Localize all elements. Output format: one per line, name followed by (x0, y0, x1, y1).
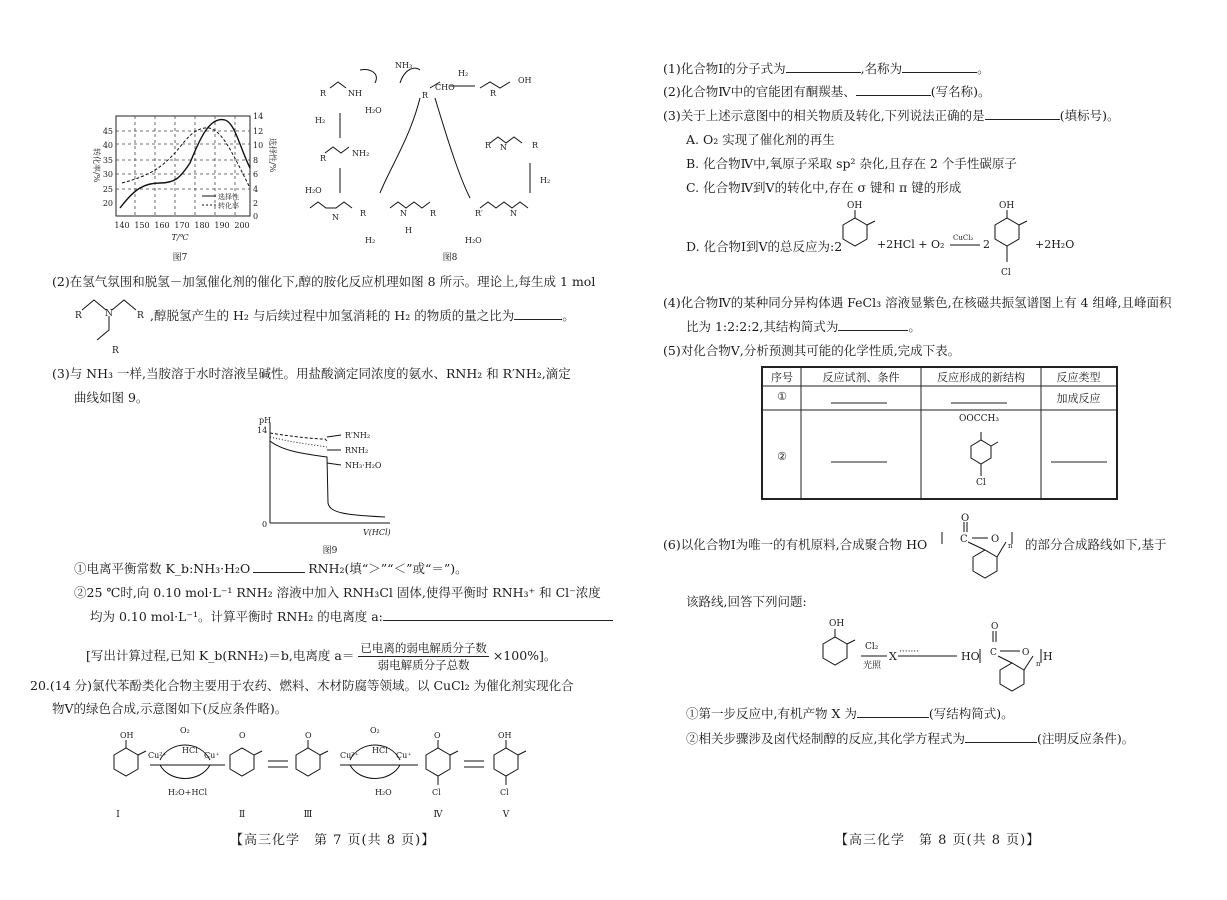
svg-text:20: 20 (102, 199, 113, 208)
svg-text:8: 8 (253, 156, 259, 165)
figure-9-titration (255, 413, 415, 558)
svg-text:C: C (960, 534, 968, 545)
svg-text:H₂O: H₂O (305, 186, 322, 195)
svg-text:H₂: H₂ (365, 236, 376, 245)
table-grid (763, 368, 1116, 498)
svg-text:Cu²⁺: Cu²⁺ (340, 751, 359, 760)
answer-blank-equation[interactable] (965, 730, 1037, 743)
svg-text:2: 2 (983, 238, 990, 251)
legend (202, 192, 239, 210)
q3-sub2-line1: ②25 ℃时,向 0.10 mol·L⁻¹ RNH₂ 溶液中加入 RNH₃Cl 固体,使得平衡时 RNH₃⁺ 和 Cl⁻浓度 (74, 585, 601, 600)
curve-rnh2 (270, 437, 327, 447)
svg-text:CHO: CHO (435, 83, 455, 92)
svg-text:Cu⁺: Cu⁺ (396, 751, 412, 760)
footer-page-8: 【高三化学 第 8 页(共 8 页)】 (835, 833, 1041, 848)
r-q1-end: 。 (977, 61, 990, 76)
svg-text:R: R (320, 154, 327, 163)
svg-text:R′: R′ (475, 209, 483, 218)
fig7-ylabel-left: 转化率/% (92, 148, 101, 183)
svg-text:25: 25 (102, 185, 113, 194)
svg-text:Cl: Cl (1001, 268, 1011, 278)
fraction-numerator: 已电离的弱电解质分子数 (360, 641, 487, 655)
option-b: B. 化合物Ⅳ中,氧原子采取 sp² 杂化,且存在 2 个手性碳原子 (686, 156, 1017, 171)
r-q4-end: 。 (908, 319, 921, 334)
conversion-curve (122, 128, 250, 188)
answer-blank-formula[interactable] (786, 60, 861, 73)
svg-text:NH₃·H₂O: NH₃·H₂O (345, 461, 382, 470)
svg-text:R: R (490, 89, 497, 98)
svg-text:O₂: O₂ (180, 726, 190, 735)
svg-text:Ⅳ: Ⅳ (433, 810, 443, 820)
svg-text:OH: OH (120, 731, 134, 740)
svg-text:2: 2 (253, 199, 259, 208)
r-q6-sub2-end: (注明反应条件)。 (1036, 731, 1135, 746)
svg-text:X: X (889, 650, 897, 663)
svg-text:OH: OH (829, 619, 845, 629)
svg-text:180: 180 (194, 221, 210, 230)
left-ticks (103, 127, 113, 208)
fig8-caption: 图8 (442, 253, 458, 263)
svg-text:R: R (485, 141, 492, 150)
option-a: A. O₂ 实现了催化剂的再生 (686, 132, 835, 147)
q20-line1: 20.(14 分)氯代苯酚类化合物主要用于农药、燃料、木材防腐等领域。以 CuCl₂ 为催化剂实现化合 (30, 678, 574, 693)
svg-text:35: 35 (102, 156, 113, 165)
answer-blank-x[interactable] (857, 705, 929, 718)
svg-text:N: N (105, 309, 113, 319)
svg-text:R: R (137, 311, 144, 321)
footer-page-7: 【高三化学 第 7 页(共 8 页)】 (230, 833, 436, 848)
svg-text:RNH₂: RNH₂ (345, 446, 369, 455)
svg-text:N: N (400, 209, 407, 218)
ionization-fraction (358, 640, 489, 673)
svg-text:pH: pH (259, 416, 272, 425)
svg-text:选择性: 选择性 (218, 193, 239, 201)
r-q1 (663, 60, 990, 78)
r-q4-line2-text: 比为 1:2:2:2,其结构简式为 (686, 319, 839, 334)
fig7-caption: 图7 (172, 253, 188, 263)
svg-text:CuCl₂: CuCl₂ (953, 234, 974, 242)
answer-blank-kb[interactable] (253, 560, 305, 573)
svg-text:N: N (500, 143, 507, 152)
svg-text:HCl: HCl (182, 746, 198, 755)
svg-text:R′NH₂: R′NH₂ (345, 431, 371, 440)
svg-text:140: 140 (114, 221, 130, 230)
svg-text:O: O (961, 513, 970, 524)
q3-sub1-tail: RNH₂(填“＞”“＜”或“＝”)。 (308, 561, 468, 576)
x-ticks (114, 221, 249, 230)
svg-text:N: N (510, 209, 517, 218)
r-q3 (663, 107, 1119, 125)
svg-text:Ⅲ: Ⅲ (303, 810, 313, 820)
svg-text:12: 12 (253, 127, 264, 136)
svg-text:n: n (1036, 660, 1041, 668)
svg-text:H₂: H₂ (458, 69, 469, 78)
r-q6-line2: 该路线,回答下列问题: (686, 594, 807, 609)
q3-sub1-text: ①电离平衡常数 K_b:NH₃·H₂O (74, 561, 251, 576)
svg-text:NH: NH (348, 89, 362, 98)
svg-text:O: O (1022, 648, 1030, 658)
svg-text:·······: ······· (899, 647, 920, 657)
q2-line1: (2)在氢气氛围和脱氢－加氢催化剂的催化下,醇的胺化反应机理如图 8 所示。理论上,每生成 1 mol (52, 274, 596, 289)
svg-text:+2H₂O: +2H₂O (1035, 238, 1075, 251)
svg-text:45: 45 (102, 127, 113, 136)
fig7-ylabel-right: 选择性/% (268, 138, 277, 173)
svg-text:H₂O: H₂O (365, 106, 382, 115)
svg-text:H₂O: H₂O (465, 236, 482, 245)
th-reagent: 反应试剂、条件 (822, 371, 900, 384)
svg-text:0: 0 (262, 520, 268, 529)
r-q5: (5)对化合物Ⅴ,分析预测其可能的化学性质,完成下表。 (663, 343, 961, 358)
r-q6-suffix: 的部分合成路线如下,基于 (1025, 537, 1167, 552)
curve-rnh2-prime (270, 433, 327, 441)
svg-text:H₂: H₂ (540, 176, 551, 185)
r-q6-sub1-text: ①第一步反应中,有机产物 X 为 (686, 706, 857, 721)
svg-text:O: O (991, 622, 999, 632)
svg-text:O: O (991, 534, 1000, 545)
svg-text:Ⅴ: Ⅴ (502, 810, 510, 820)
figure-7-chart (80, 108, 280, 268)
th-type: 反应类型 (1056, 371, 1101, 384)
r-q4-line1: (4)化合物Ⅳ的某种同分异构体遇 FeCl₃ 溶液显紫色,在核磁共振氢谱图上有 4 组峰,且峰面积 (663, 295, 1172, 310)
svg-text:Ⅰ: Ⅰ (116, 810, 120, 820)
q20-line2: 物Ⅴ的绿色合成,示意图如下(反应条件略)。 (52, 701, 288, 716)
r-q3-end: (填标号)。 (1059, 108, 1120, 123)
svg-text:+2HCl + O₂: +2HCl + O₂ (877, 238, 945, 251)
r-q6-prefix: (6)以化合物Ⅰ为唯一的有机原料,合成聚合物 HO (663, 537, 928, 552)
answer-blank-name[interactable] (902, 60, 977, 73)
svg-text:T/℃: T/℃ (171, 233, 189, 242)
svg-text:C: C (990, 648, 997, 658)
reaction-scheme (100, 725, 560, 825)
svg-text:170: 170 (174, 221, 190, 230)
svg-text:6: 6 (253, 170, 259, 179)
r-q6-sub2 (686, 730, 1134, 748)
svg-text:OH: OH (518, 76, 532, 85)
r-q6-sub1-end: (写结构简式)。 (928, 706, 1014, 721)
svg-text:O: O (434, 731, 441, 740)
r-q4-line2 (686, 318, 921, 336)
q3-line2: 曲线如图 9。 (74, 390, 149, 405)
svg-text:转化率: 转化率 (218, 202, 239, 210)
q3-sub2-line3 (86, 640, 556, 673)
synthesis-route (815, 614, 1085, 699)
r-q2 (663, 83, 990, 101)
q3-sub1 (74, 560, 468, 578)
q2-line2: ,醇脱氢产生的 H₂ 与后续过程中加氢消耗的 H₂ 的物质的量之比为 。 (150, 308, 575, 323)
svg-text:Cu⁺: Cu⁺ (204, 751, 220, 760)
svg-text:40: 40 (102, 141, 113, 150)
r-q2-text: (2)化合物Ⅳ中的官能团有酮羰基、 (663, 84, 856, 99)
svg-text:O: O (305, 731, 312, 740)
r-q2-end: (写名称)。 (930, 84, 991, 99)
q3-sub2-line3-suffix: ×100%]。 (492, 648, 557, 663)
svg-text:150: 150 (134, 221, 150, 230)
r-q3-text: (3)关于上述示意图中的相关物质及转化,下列说法正确的是 (663, 108, 985, 123)
fig9-caption: 图9 (322, 546, 338, 556)
svg-text:Cl₂: Cl₂ (865, 642, 879, 652)
q3-sub2-line3-prefix: [写出计算过程,已知 K_b(RNH₂)＝b,电离度 a＝ (86, 648, 355, 663)
svg-text:14: 14 (253, 112, 264, 121)
answer-blank-functional-group[interactable] (856, 83, 931, 96)
r-q1-text: (1)化合物Ⅰ的分子式为 (663, 61, 786, 76)
svg-text:NH₃: NH₃ (395, 61, 413, 70)
r-q6-sub1 (686, 705, 1014, 723)
svg-text:Cl: Cl (432, 788, 441, 797)
svg-text:HCl: HCl (372, 746, 388, 755)
svg-text:NH₂: NH₂ (352, 149, 370, 158)
th-structure: 反应形成的新结构 (937, 371, 1025, 384)
answer-blank-options[interactable] (985, 107, 1060, 120)
answer-blank-q2[interactable] (514, 307, 562, 320)
svg-text:Ⅱ: Ⅱ (238, 810, 246, 820)
svg-text:H₂O+HCl: H₂O+HCl (168, 788, 208, 797)
svg-text:O₂: O₂ (370, 726, 380, 735)
svg-text:10: 10 (253, 141, 264, 150)
svg-text:光照: 光照 (863, 661, 882, 671)
q3-sub2-line2-text: 均为 0.10 mol·L⁻¹。计算平衡时 RNH₂ 的电离度 a: (90, 609, 383, 624)
svg-text:160: 160 (154, 221, 170, 230)
fraction-denominator: 弱电解质分子总数 (377, 658, 470, 672)
row2-structure-cl: Cl (976, 478, 986, 488)
svg-text:OH: OH (498, 731, 512, 740)
svg-text:R: R (112, 346, 119, 356)
svg-text:30: 30 (102, 170, 113, 179)
answer-blank-ionization[interactable] (383, 608, 613, 621)
svg-text:V(HCl): V(HCl) (363, 528, 391, 537)
option-d: D. 化合物Ⅰ到Ⅴ的总反应为:2 (686, 239, 843, 254)
option-d-equation (835, 200, 1095, 290)
q2-line2-text: ,醇脱氢产生的 H₂ 与后续过程中加氢消耗的 H₂ 的物质的量之比为 (150, 308, 515, 323)
r-q1-mid: ,名称为 (860, 61, 903, 76)
svg-text:Cu²⁺: Cu²⁺ (148, 751, 167, 760)
svg-text:0: 0 (253, 212, 259, 221)
svg-text:N: N (332, 213, 339, 222)
figure-8-mechanism (300, 58, 600, 268)
svg-text:200: 200 (234, 221, 250, 230)
svg-text:H: H (1043, 650, 1053, 663)
r-q6-line1 (663, 536, 927, 554)
th-index: 序号 (771, 371, 793, 384)
q3-sub2-line2 (90, 608, 613, 626)
svg-text:14: 14 (257, 426, 268, 435)
row2-structure-oocch3: OOCCH₃ (959, 414, 999, 424)
properties-table (761, 366, 1118, 500)
svg-text:R: R (360, 209, 367, 218)
svg-text:R: R (532, 141, 539, 150)
svg-text:H₂: H₂ (315, 116, 326, 125)
svg-text:190: 190 (214, 221, 230, 230)
row1-index: ① (777, 390, 787, 403)
r-q6-sub2-text: ②相关步骤涉及卤代烃制醇的反应,其化学方程式为 (686, 731, 965, 746)
svg-text:OH: OH (999, 201, 1015, 211)
tertiary-amine-structure (72, 296, 147, 356)
svg-text:R: R (320, 89, 327, 98)
polymer-structure (938, 512, 1028, 587)
svg-text:R: R (422, 91, 429, 100)
svg-text:n: n (1008, 542, 1013, 550)
svg-text:R: R (430, 209, 437, 218)
row2-index: ② (777, 450, 787, 463)
r-q6-line1-suffix (1025, 536, 1166, 554)
svg-text:OH: OH (847, 201, 863, 211)
svg-text:Cl: Cl (500, 788, 509, 797)
row1-type: 加成反应 (1056, 392, 1101, 405)
svg-text:H₂O: H₂O (375, 788, 392, 797)
svg-text:HO: HO (961, 650, 980, 663)
svg-text:O: O (239, 731, 246, 740)
svg-text:R: R (75, 311, 82, 321)
q3-line1: (3)与 NH₃ 一样,当胺溶于水时溶液呈碱性。用盐酸滴定同浓度的氨水、RNH₂ 和 R′NH₂,滴定 (52, 366, 571, 381)
svg-text:4: 4 (253, 185, 259, 194)
answer-blank-isomer[interactable] (838, 318, 908, 331)
option-c: C. 化合物Ⅳ到Ⅴ的转化中,存在 σ 键和 π 键的形成 (686, 180, 962, 195)
right-ticks (253, 112, 263, 221)
svg-text:H: H (405, 226, 412, 235)
